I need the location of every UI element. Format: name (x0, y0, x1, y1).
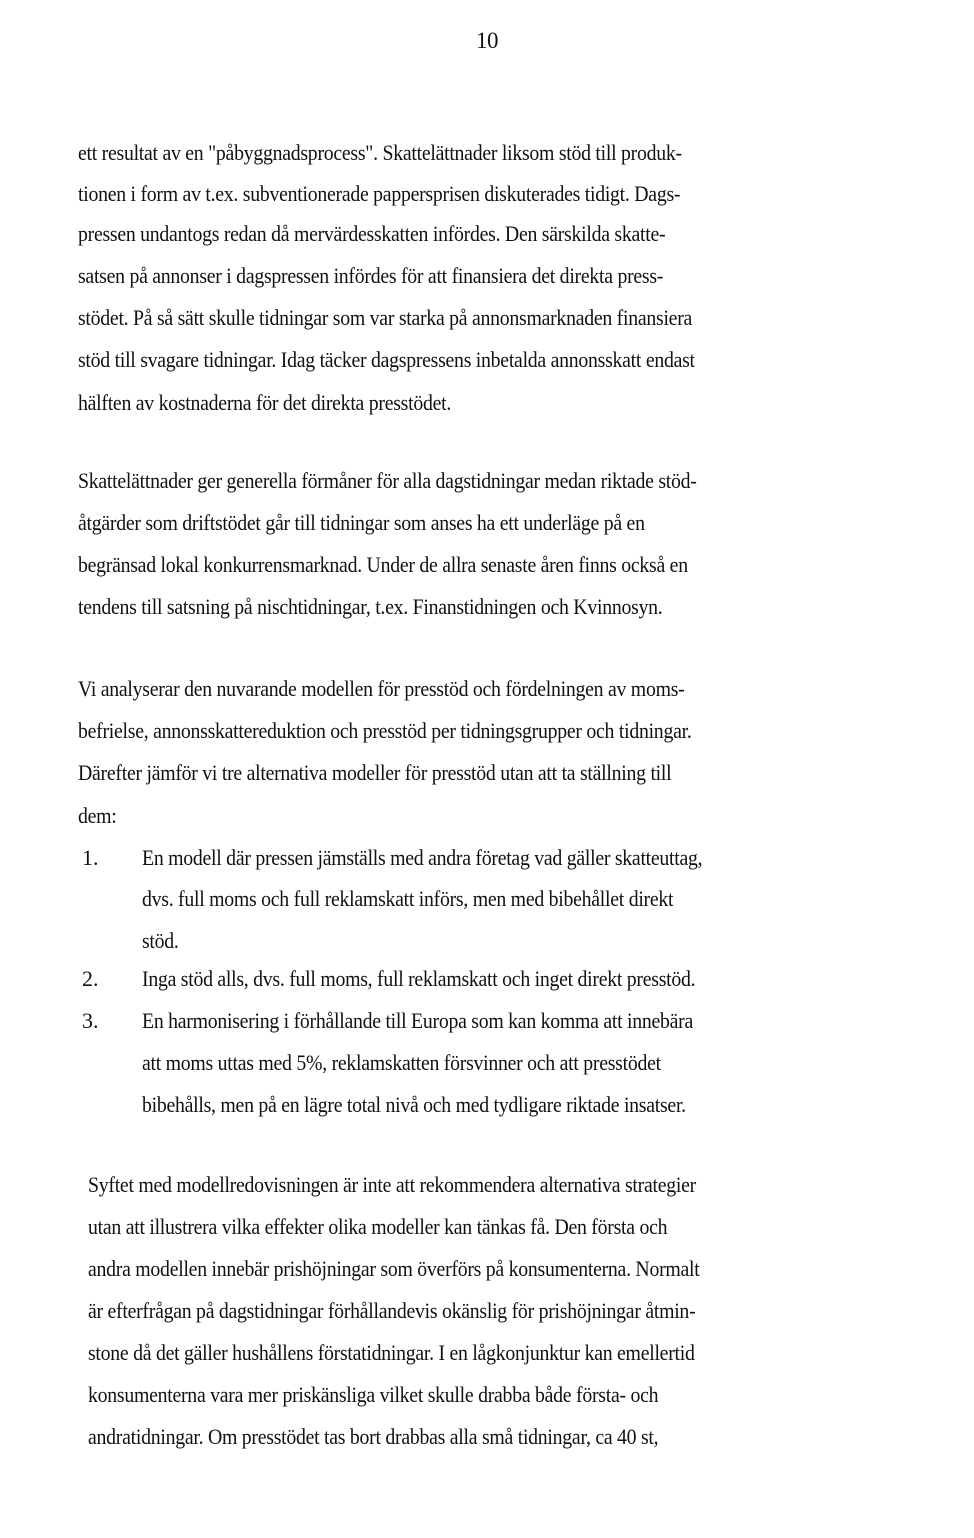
text-line: Syftet med modellredovisningen är inte att rekommendera alternativa strategier (88, 1172, 696, 1197)
text-line: åtgärder som driftstödet går till tidningar som anses ha ett underläge på en (78, 510, 645, 535)
text-line: satsen på annonser i dagspressen infördes för att finansiera det direkta press- (78, 263, 664, 288)
text-line: dem: (78, 803, 117, 828)
text-line: En modell där pressen jämställs med andra företag vad gäller skatteuttag, (142, 845, 703, 870)
text-line: stöd till svagare tidningar. Idag täcker dagspressens inbetalda annonsskatt endast (78, 347, 695, 372)
text-line: att moms uttas med 5%, reklamskatten försvinner och att presstödet (142, 1050, 661, 1075)
list-number: 3. (82, 1008, 99, 1033)
text-line: är efterfrågan på dagstidningar förhållandevis okänslig för prishöjningar åtmin- (88, 1298, 696, 1323)
text-line: En harmonisering i förhållande till Europa som kan komma att innebära (142, 1008, 694, 1033)
text-line: stödet. På så sätt skulle tidningar som var starka på annonsmarknaden finansiera (78, 305, 693, 330)
text-line: stöd. (142, 928, 179, 953)
text-line: befrielse, annonsskattereduktion och presstöd per tidningsgrupper och tidningar. (78, 718, 692, 743)
text-line: utan att illustrera vilka effekter olika modeller kan tänkas få. Den första och (88, 1214, 668, 1239)
text-line: begränsad lokal konkurrensmarknad. Under de allra senaste åren finns också en (78, 552, 688, 577)
text-line: tendens till satsning på nischtidningar, t.ex. Finanstidningen och Kvinnosyn. (78, 594, 663, 619)
text-line: tionen i form av t.ex. subventionerade pappersprisen diskuterades tidigt. Dags- (78, 181, 681, 206)
text-line: Därefter jämför vi tre alternativa modeller för presstöd utan att ta ställning till (78, 760, 672, 785)
page-number: 10 (476, 28, 498, 53)
text-line: ett resultat av en "påbyggnadsprocess". Skattelättnader liksom stöd till produk- (78, 140, 682, 165)
text-line: stone då det gäller hushållens förstatidningar. I en lågkonjunktur kan emellertid (88, 1340, 695, 1365)
list-number: 2. (82, 966, 99, 991)
text-line: bibehålls, men på en lägre total nivå och med tydligare riktade insatser. (142, 1092, 686, 1117)
text-line: Vi analyserar den nuvarande modellen för presstöd och fördelningen av moms- (78, 676, 685, 701)
text-line: andratidningar. Om presstödet tas bort drabbas alla små tidningar, ca 40 st, (88, 1424, 659, 1449)
text-line: dvs. full moms och full reklamskatt införs, men med bibehållet direkt (142, 886, 674, 911)
text-line: Skattelättnader ger generella förmåner för alla dagstidningar medan riktade stöd- (78, 468, 697, 493)
text-line: Inga stöd alls, dvs. full moms, full reklamskatt och inget direkt presstöd. (142, 966, 696, 991)
text-line: pressen undantogs redan då mervärdesskatten infördes. Den särskilda skatte- (78, 221, 666, 246)
text-line: konsumenterna vara mer priskänsliga vilket skulle drabba både första- och (88, 1382, 659, 1407)
text-line: andra modellen innebär prishöjningar som överförs på konsumenterna. Normalt (88, 1256, 700, 1281)
text-line: hälften av kostnaderna för det direkta presstödet. (78, 390, 452, 415)
list-number: 1. (82, 845, 99, 870)
